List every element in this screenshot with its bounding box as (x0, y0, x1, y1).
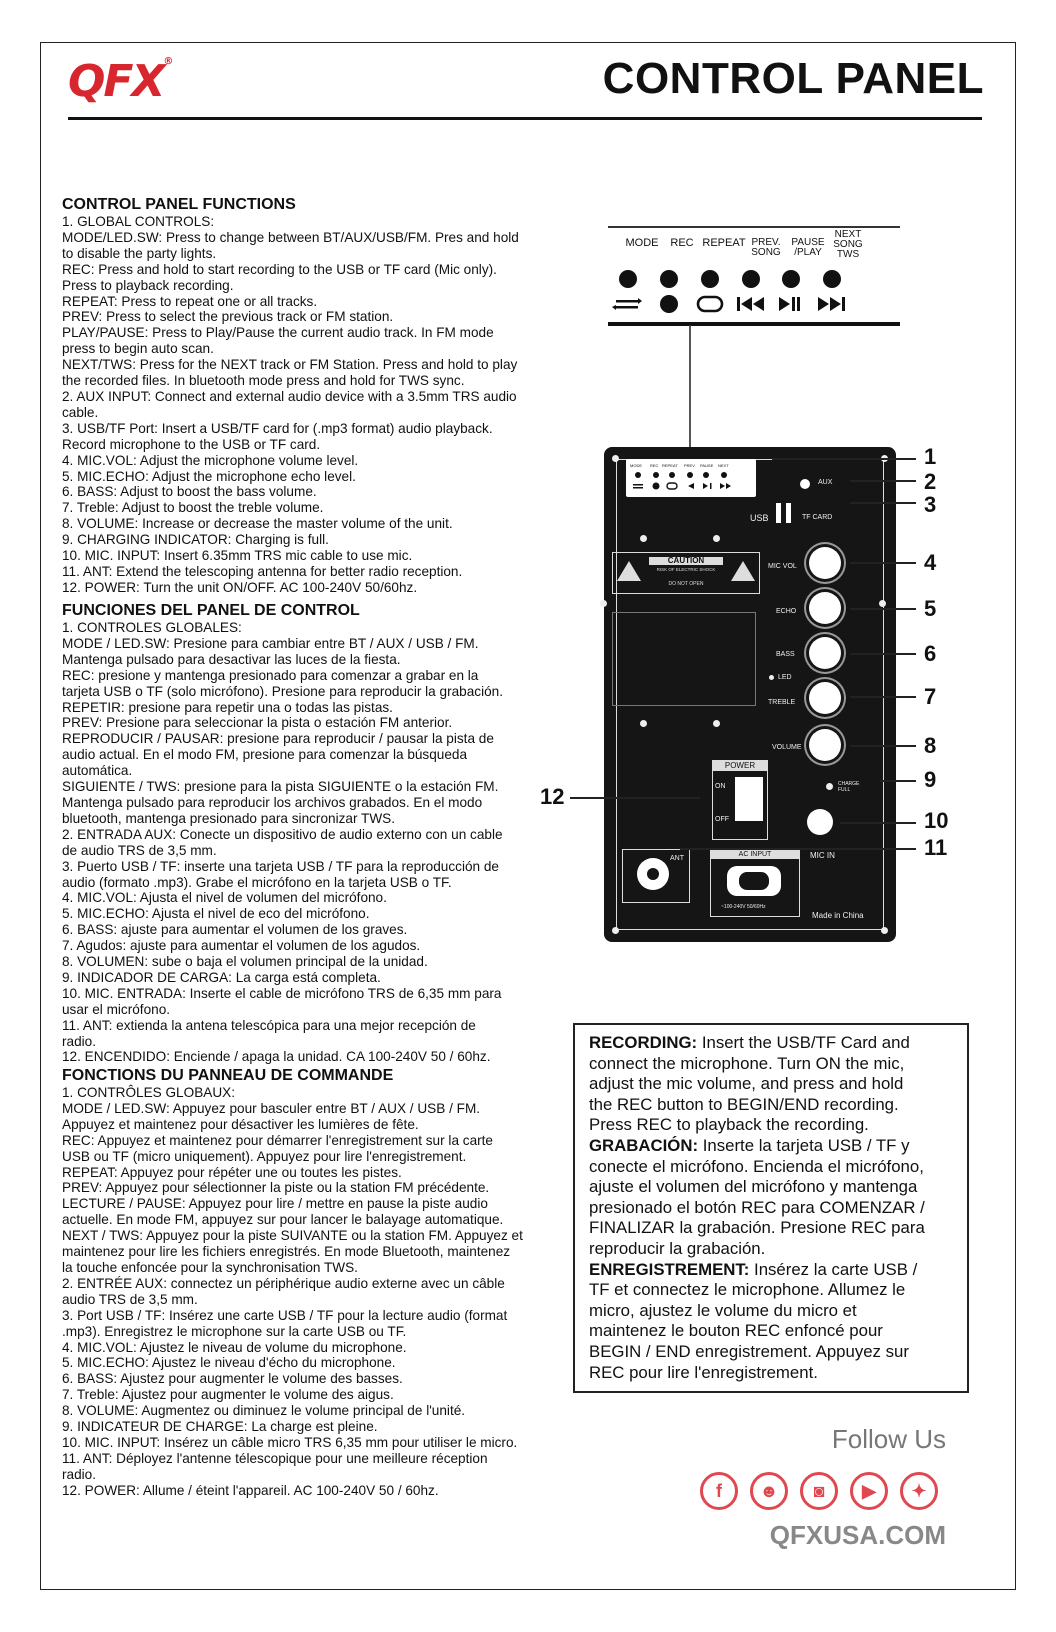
text-line: 5. MIC.ECHO: Ajusta el nivel de eco del micrófono. (62, 906, 370, 922)
text-line: 12. POWER: Turn the unit ON/OFF. AC 100-240V 50/60hz. (62, 579, 418, 595)
text-line: automática. (62, 763, 133, 779)
text-line: 7. Treble: Ajustez pour augmenter le volume des aigus. (62, 1387, 394, 1403)
recording-line-text: the REC button to BEGIN/END recording. (589, 1094, 899, 1114)
prev-icon (737, 297, 764, 311)
twitter-icon[interactable]: ✦ (900, 1472, 938, 1510)
text-line: radio. (62, 1033, 97, 1049)
text-line: 3. Port USB / TF: Insérez une carte USB / TF pour la lecture audio (format (62, 1307, 508, 1323)
voltage-label: ~100-240V 50/60Hz (721, 904, 766, 910)
callout-line-3 (850, 502, 916, 504)
ant-connector (637, 858, 669, 890)
mic-vol-knob (809, 547, 841, 579)
callout-line-10 (840, 822, 916, 824)
screw-dot (879, 600, 886, 607)
text-line: tarjeta USB o TF (solo micrófono). Presione para reproducir la grabación. (62, 683, 503, 699)
callout-number-1: 1 (924, 444, 937, 469)
recording-line (589, 1177, 953, 1198)
callout-number-10: 10 (924, 808, 949, 833)
recording-info-box (573, 1023, 969, 1393)
text-line: 9. CHARGING INDICATOR: Charging is full. (62, 532, 329, 548)
facebook-icon[interactable]: f (700, 1472, 738, 1510)
text-line: audio TRS de 3,5 mm. (62, 1291, 198, 1307)
mini-strip-graphics (626, 459, 756, 497)
text-line: 10. MIC. INPUT: Insert 6.35mm TRS mic cable to use mic. (62, 548, 413, 564)
caution-subtext: RISK OF ELECTRIC SHOCK (656, 567, 716, 572)
recording-line-text: Press REC to playback the recording. (589, 1115, 869, 1135)
text-line: MODE / LED.SW: Presione para cambiar entre BT / AUX / USB / FM. (62, 635, 479, 651)
svg-text:MODE: MODE (630, 463, 642, 468)
repeat-icon (698, 297, 722, 311)
screw-dot (600, 600, 607, 607)
text-line: Appuyez et maintenez pour désactiver les lumières de fête. (62, 1116, 419, 1132)
text-line: 2. ENTRADA AUX: Conecte un dispositivo de audio externo con un cable (62, 826, 503, 842)
text-line: LECTURE / PAUSE: Appuyez pour lire / mettre en pause la piste audio (62, 1196, 488, 1212)
svg-text:REPEAT: REPEAT (662, 463, 678, 468)
text-line: 2. AUX INPUT: Connect and external audio device with a 3.5mm TRS audio (62, 388, 517, 404)
recording-line-text: BEGIN / END enregistrement. Appuyez sur (589, 1341, 909, 1361)
text-line: 11. ANT: Déployez l'antenne télescopique pour une meilleure réception (62, 1450, 488, 1466)
page-title: CONTROL PANEL (602, 54, 984, 103)
text-line: 1. CONTRÔLES GLOBAUX: (62, 1085, 235, 1100)
bass-label: BASS (776, 651, 795, 658)
usb-label: USB (750, 513, 769, 523)
tf-card-label: TF CARD (802, 514, 833, 521)
caution-label-box (612, 552, 760, 594)
text-line: radio. (62, 1466, 97, 1482)
volume-knob (809, 729, 841, 761)
text-line: 5. MIC.ECHO: Ajustez le niveau d'écho du microphone. (62, 1355, 396, 1371)
text-line: USB ou TF (micro uniquement). Appuyez pour lire l'enregistrement. (62, 1148, 467, 1164)
text-line: 6. BASS: Ajustez pour augmenter le volume des basses. (62, 1371, 403, 1387)
callout-line-1 (772, 458, 916, 460)
usb-port (776, 503, 781, 523)
callout-number-5: 5 (924, 596, 937, 621)
svg-text:NEXT: NEXT (718, 463, 729, 468)
display-window (612, 612, 756, 706)
text-line: 8. VOLUME: Augmentez ou diminuez le volume principal de l'unité. (62, 1403, 466, 1419)
mic-input-jack (807, 809, 833, 835)
echo-knob (809, 592, 841, 624)
text-line: 7. Agudos: ajuste para aumentar el volumen de los agudos. (62, 938, 421, 954)
callout-number-9: 9 (924, 767, 937, 792)
text-line: 6. BASS: ajuste para aumentar el volumen de los graves. (62, 922, 408, 938)
recording-line-text: presionado el botón REC para COMENZAR / (589, 1197, 925, 1217)
recording-line-text: Inserte la tarjeta USB / TF y (698, 1135, 910, 1155)
section-spanish (62, 602, 552, 1065)
next-label: NEXT SONG TWS (833, 229, 863, 260)
follow-us-text: Follow Us (831, 1424, 946, 1454)
callout-line-8 (850, 745, 916, 747)
play-pause-label: PAUSE /PLAY (791, 237, 825, 258)
text-line: 6. BASS: Adjust to boost the bass volume. (62, 484, 317, 500)
aux-jack (800, 479, 810, 489)
callout-number-4: 4 (924, 550, 937, 575)
recording-line (589, 1054, 953, 1075)
next-button-dot (823, 270, 841, 288)
recording-line (589, 1074, 953, 1095)
volume-label: VOLUME (772, 744, 802, 751)
website-link[interactable]: QFXUSA.COM (769, 1520, 946, 1550)
text-line: to disable the party lights. (62, 245, 217, 261)
recording-line (589, 1260, 953, 1281)
text-line: NEXT/TWS: Press for the NEXT track or FM Station. Press and hold to play (62, 357, 518, 373)
text-line: Record microphone to the USB or TF card. (62, 436, 321, 452)
text-line: 8. VOLUME: Increase or decrease the master volume of the unit. (62, 516, 453, 532)
text-line: REPRODUCIR / PAUSAR: presione para reproducir / pausar la pista de (62, 731, 494, 747)
aux-label: AUX (818, 479, 833, 486)
callout-number-6: 6 (924, 641, 937, 666)
off-label: OFF (715, 816, 729, 823)
control-panel-illustration (604, 447, 896, 942)
callout-line-5 (850, 608, 916, 610)
header-divider (68, 117, 982, 120)
recording-line (589, 1239, 953, 1260)
mode-button-dot (619, 270, 637, 288)
power-label: POWER (713, 761, 767, 771)
callout-line-7 (850, 696, 916, 698)
text-line: REPETIR: presione para repetir una o todas las pistas. (62, 699, 393, 715)
callout-line-12 (570, 797, 700, 799)
callout-line-2 (850, 480, 916, 482)
callout-line-9 (880, 780, 916, 782)
recording-line (589, 1198, 953, 1219)
tf-card-slot (786, 503, 791, 523)
text-line: 7. Treble: Adjust to boost the treble volume. (62, 500, 324, 516)
do-not-open-text: DO NOT OPEN (668, 581, 704, 587)
text-line: REC: Appuyez et maintenez pour démarrer l'enregistrement sur la carte (62, 1132, 493, 1148)
recording-line-text: FINALIZAR la grabación. Presione REC para (589, 1218, 925, 1238)
text-line: REC: presione y mantenga presionado para comenzar a grabar en la (62, 667, 479, 683)
power-switch-box (712, 760, 768, 840)
recording-line-lead: GRABACIÓN: (589, 1135, 699, 1155)
recording-line-text: TF et connectez le microphone. Allumez le (589, 1280, 906, 1300)
mic-in-label: MIC IN (810, 851, 835, 860)
recording-line (589, 1115, 953, 1136)
text-line: SIGUIENTE / TWS: presione para la pista SIGUIENTE o la estación FM. (62, 779, 499, 795)
text-line: 9. INDICADOR DE CARGA: La carga está completa. (62, 969, 381, 985)
record-icon (660, 295, 678, 313)
qfx-logo: QFX® (68, 56, 172, 107)
text-line: the recorded files. In bluetooth mode press and hold for TWS sync. (62, 373, 465, 389)
text-line: REC: Press and hold to start recording to the USB or TF card (Mic only). (62, 261, 497, 277)
section-body (62, 214, 552, 596)
recording-line (589, 1136, 953, 1157)
text-line: PREV: Press to select the previous track or FM station. (62, 309, 394, 325)
text-line: actuelle. En mode FM, appuyez sur pour lancer le balayage automatique. (62, 1212, 504, 1228)
section-english (62, 196, 552, 596)
text-line: 10. MIC. ENTRADA: Inserte el cable de micrófono TRS de 6,35 mm para (62, 985, 502, 1001)
section-french (62, 1067, 552, 1499)
text-line: press to begin auto scan. (62, 341, 214, 357)
prev-button-dot (742, 270, 760, 288)
text-line: Mantenga pulsado para desactivar las luces de la fiesta. (62, 651, 401, 667)
warning-icon (731, 561, 755, 581)
ant-label: ANT (670, 855, 684, 862)
prev-label: PREV. SONG (751, 237, 781, 258)
recording-line (589, 1321, 953, 1342)
text-line: 1. GLOBAL CONTROLS: (62, 214, 215, 229)
text-line: la touche enfoncée pour la synchronisation TWS. (62, 1259, 358, 1275)
recording-line-text: REC pour lire l'enregistrement. (589, 1362, 818, 1382)
text-line: audio actual. En el modo FM, presione para comenzar la búsqueda (62, 747, 468, 763)
charge-indicator-dot (826, 783, 833, 790)
text-line: PREV: Appuyez pour sélectionner la piste ou la station FM précédente. (62, 1180, 490, 1196)
screw-dot (612, 455, 619, 462)
rec-label: REC (670, 237, 694, 249)
svg-text:REC: REC (650, 463, 659, 468)
text-line: 11. ANT: extienda la antena telescópica para una mejor recepción de (62, 1017, 476, 1033)
recording-line (589, 1363, 953, 1384)
reddit-icon[interactable]: ☻ (750, 1472, 788, 1510)
caution-text: CAUTION (649, 557, 723, 565)
text-line: 10. MIC. INPUT: Insérez un câble micro TRS 6,35 mm pour utiliser le micro. (62, 1434, 518, 1450)
recording-line-text: Insérez la carte USB / (749, 1259, 918, 1279)
text-line: 12. ENCENDIDO: Enciende / apaga la unidad. CA 100-240V 50 / 60hz. (62, 1049, 491, 1065)
callout-number-3: 3 (924, 492, 937, 517)
ant-connector-box (622, 849, 690, 903)
swap-icon (612, 298, 642, 310)
text-line: 4. MIC.VOL: Ajustez le niveau de volume du microphone. (62, 1339, 407, 1355)
recording-line (589, 1280, 953, 1301)
ac-input-box (710, 849, 800, 917)
screw-dot (713, 720, 720, 727)
recording-line (589, 1301, 953, 1322)
button-strip-graphics (608, 226, 900, 330)
screw-dot (640, 720, 647, 727)
text-line: 4. MIC.VOL: Adjust the microphone volume level. (62, 452, 359, 468)
next-icon (818, 297, 845, 311)
section-body (62, 620, 552, 1065)
text-line: cable. (62, 404, 99, 420)
ac-input-label: AC INPUT (711, 850, 799, 859)
text-line: bluetooth, mantenga presionado para sincronizar TWS. (62, 810, 395, 826)
callout-line-6 (850, 653, 916, 655)
svg-text:PAUSE: PAUSE (700, 463, 714, 468)
callout-number-8: 8 (924, 733, 937, 758)
warning-icon (617, 561, 641, 581)
svg-text:PREV: PREV (684, 463, 695, 468)
led-label: LED (778, 674, 792, 681)
text-line: 1. CONTROLES GLOBALES: (62, 620, 242, 635)
bass-knob (809, 637, 841, 669)
section-heading: FUNCIONES DEL PANEL DE CONTROL (62, 602, 360, 619)
recording-line-text: conecte el micrófono. Encienda el micrófono, (589, 1156, 924, 1176)
rec-button-dot (660, 270, 678, 288)
mic-vol-label: MIC VOL (768, 563, 797, 570)
led-dot (769, 675, 774, 680)
treble-knob (809, 682, 841, 714)
screw-dot (881, 927, 888, 934)
made-in-label: Made in China (812, 911, 864, 920)
recording-line-text: Insert the USB/TF Card and (697, 1033, 910, 1052)
callout-number-2: 2 (924, 469, 937, 494)
charge-label: CHARGE FULL (838, 781, 860, 793)
text-line: 4. MIC.VOL: Ajusta el nivel de volumen del micrófono. (62, 890, 387, 906)
text-line: REPEAT: Appuyez pour répéter une ou toutes les pistes. (62, 1164, 402, 1180)
echo-label: ECHO (776, 608, 797, 615)
text-line: PLAY/PAUSE: Press to Play/Pause the current audio track. In FM mode (62, 325, 494, 341)
text-line: 5. MIC.ECHO: Adjust the microphone echo level. (62, 468, 356, 484)
text-line: usar el micrófono. (62, 1001, 171, 1017)
callout-number-7: 7 (924, 684, 937, 709)
text-line: MODE / LED.SW: Appuyez pour basculer entre BT / AUX / USB / FM. (62, 1100, 481, 1116)
recording-line-lead: ENREGISTREMENT: (589, 1259, 750, 1279)
play-button-dot (782, 270, 800, 288)
callout-number-11: 11 (924, 835, 948, 860)
text-line: 2. ENTRÉE AUX: connectez un périphérique audio externe avec un câble (62, 1275, 505, 1291)
on-label: ON (715, 783, 726, 790)
section-heading: FONCTIONS DU PANNEAU DE COMMANDE (62, 1067, 394, 1084)
repeat-button-dot (701, 270, 719, 288)
instagram-icon[interactable]: ◙ (800, 1472, 838, 1510)
callout-line-11 (680, 848, 916, 850)
recording-line (589, 1095, 953, 1116)
recording-line-lead: RECORDING: (589, 1033, 698, 1052)
recording-line-text: adjust the mic volume, and press and hold (589, 1074, 904, 1094)
recording-line (589, 1033, 953, 1054)
text-line: Press to playback recording. (62, 277, 234, 293)
recording-line (589, 1342, 953, 1363)
text-line: 3. USB/TF Port: Insert a USB/TF card for (.mp3 format) audio playback. (62, 420, 493, 436)
screw-dot (640, 535, 647, 542)
text-line: REPEAT: Press to repeat one or all tracks. (62, 293, 318, 309)
section-body (62, 1085, 552, 1499)
recording-line-text: micro, ajustez le volume du micro et (589, 1300, 857, 1320)
recording-line-text: reproducir la grabación. (589, 1238, 766, 1258)
text-line: .mp3). Enregistrez le microphone sur la carte USB ou TF. (62, 1323, 407, 1339)
text-line: PREV: Presione para seleccionar la pista o estación FM anterior. (62, 715, 453, 731)
text-line: 9. INDICATEUR DE CHARGE: La charge est pleine. (62, 1419, 378, 1435)
button-strip (608, 226, 900, 330)
treble-label: TREBLE (768, 699, 796, 706)
text-line: 11. ANT: Extend the telescoping antenna for better radio reception. (62, 563, 463, 579)
text-line: 8. VOLUMEN: sube o baja el volumen principal de la unidad. (62, 954, 428, 970)
mode-label: MODE (625, 237, 659, 249)
section-heading: CONTROL PANEL FUNCTIONS (62, 196, 296, 213)
recording-line-text: maintenez le bouton REC enfoncé pour (589, 1321, 883, 1341)
callout-line-4 (850, 562, 916, 564)
text-line: audio (formato .mp3). Grabe el micrófono en la tarjeta USB o TF. (62, 874, 452, 890)
text-line: 3. Puerto USB / TF: inserte una tarjeta USB / TF para la reproducción de (62, 858, 499, 874)
screw-dot (612, 927, 619, 934)
recording-line (589, 1218, 953, 1239)
play-pause-icon (779, 297, 800, 311)
mini-button-strip (626, 459, 756, 497)
text-line: Mantenga pulsado para reproducir los archivos grabados. En el modo (62, 794, 483, 810)
screw-dot (713, 535, 720, 542)
text-line: MODE/LED.SW: Press to change between BT/AUX/USB/FM. Pres and hold (62, 229, 519, 245)
text-line: maintenez pour lire les fichiers enregistrés. En mode Bluetooth, maintenez (62, 1244, 511, 1260)
text-line: 12. POWER: Allume / éteint l'appareil. AC 100-240V 50 / 60hz. (62, 1482, 439, 1498)
strip-connector-line (689, 326, 691, 460)
text-line: de audio TRS de 3,5 mm. (62, 842, 217, 858)
recording-line (589, 1157, 953, 1178)
recording-line-text: ajuste el volumen del micrófono y mantenga (589, 1177, 918, 1197)
youtube-icon[interactable]: ▶ (850, 1472, 888, 1510)
power-rocker (735, 777, 763, 821)
recording-line-text: connect the microphone. Turn ON the mic, (589, 1053, 905, 1073)
ac-socket (727, 866, 781, 896)
repeat-label: REPEAT (702, 237, 746, 249)
callout-number-12: 12 (540, 784, 565, 809)
text-line: NEXT / TWS: Appuyez pour la piste SUIVANTE ou la station FM. Appuyez et (62, 1228, 523, 1244)
